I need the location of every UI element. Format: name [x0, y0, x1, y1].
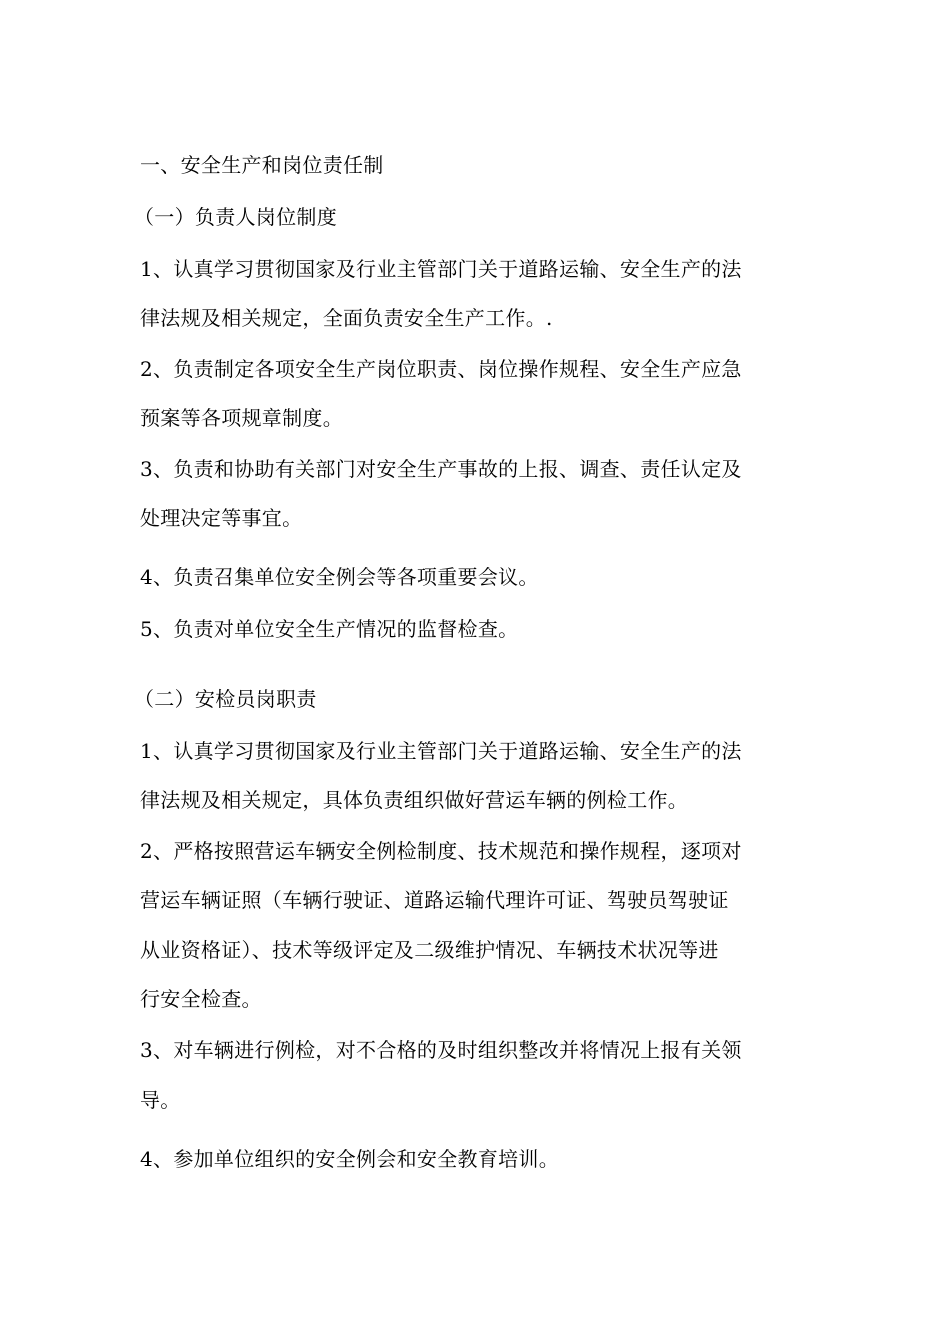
section1-item4-line1: 4、负责召集单位安全例会等各项重要会议。	[140, 565, 539, 589]
main-heading: 一、安全生产和岗位责任制	[140, 153, 384, 177]
section2-item2-line4: 行安全检查。	[140, 987, 262, 1011]
section1-item2-line1: 2、负责制定各项安全生产岗位职责、岗位操作规程、安全生产应急	[140, 357, 742, 381]
section1-item3-line2: 处理决定等事宜。	[140, 506, 303, 530]
section2-item2-line2: 营运车辆证照（车辆行驶证、道路运输代理许可证、驾驶员驾驶证	[140, 888, 729, 912]
section2-item3-line1: 3、对车辆进行例检，对不合格的及时组织整改并将情况上报有关领	[140, 1038, 742, 1062]
section1-item1-line1: 1、认真学习贯彻国家及行业主管部门关于道路运输、安全生产的法	[140, 257, 742, 281]
section1-item1-line2: 律法规及相关规定，全面负责安全生产工作。.	[140, 306, 553, 330]
section1-item2-line2: 预案等各项规章制度。	[140, 406, 343, 430]
section2-heading: （二）安检员岗职责	[134, 687, 317, 711]
section1-heading: （一）负责人岗位制度	[134, 205, 337, 229]
section2-item2-line3: 从业资格证）、技术等级评定及二级维护情况、车辆技术状况等进	[140, 938, 719, 962]
section2-item1-line2: 律法规及相关规定，具体负责组织做好营运车辆的例检工作。	[140, 788, 689, 812]
section1-item5-line1: 5、负责对单位安全生产情况的监督检查。	[140, 617, 519, 641]
section2-item1-line1: 1、认真学习贯彻国家及行业主管部门关于道路运输、安全生产的法	[140, 739, 742, 763]
section1-item3-line1: 3、负责和协助有关部门对安全生产事故的上报、调查、责任认定及	[140, 457, 742, 481]
section2-item2-line1: 2、严格按照营运车辆安全例检制度、技术规范和操作规程，逐项对	[140, 839, 742, 863]
section2-item3-line2: 导。	[140, 1088, 181, 1112]
section2-item4-line1: 4、参加单位组织的安全例会和安全教育培训。	[140, 1147, 560, 1171]
